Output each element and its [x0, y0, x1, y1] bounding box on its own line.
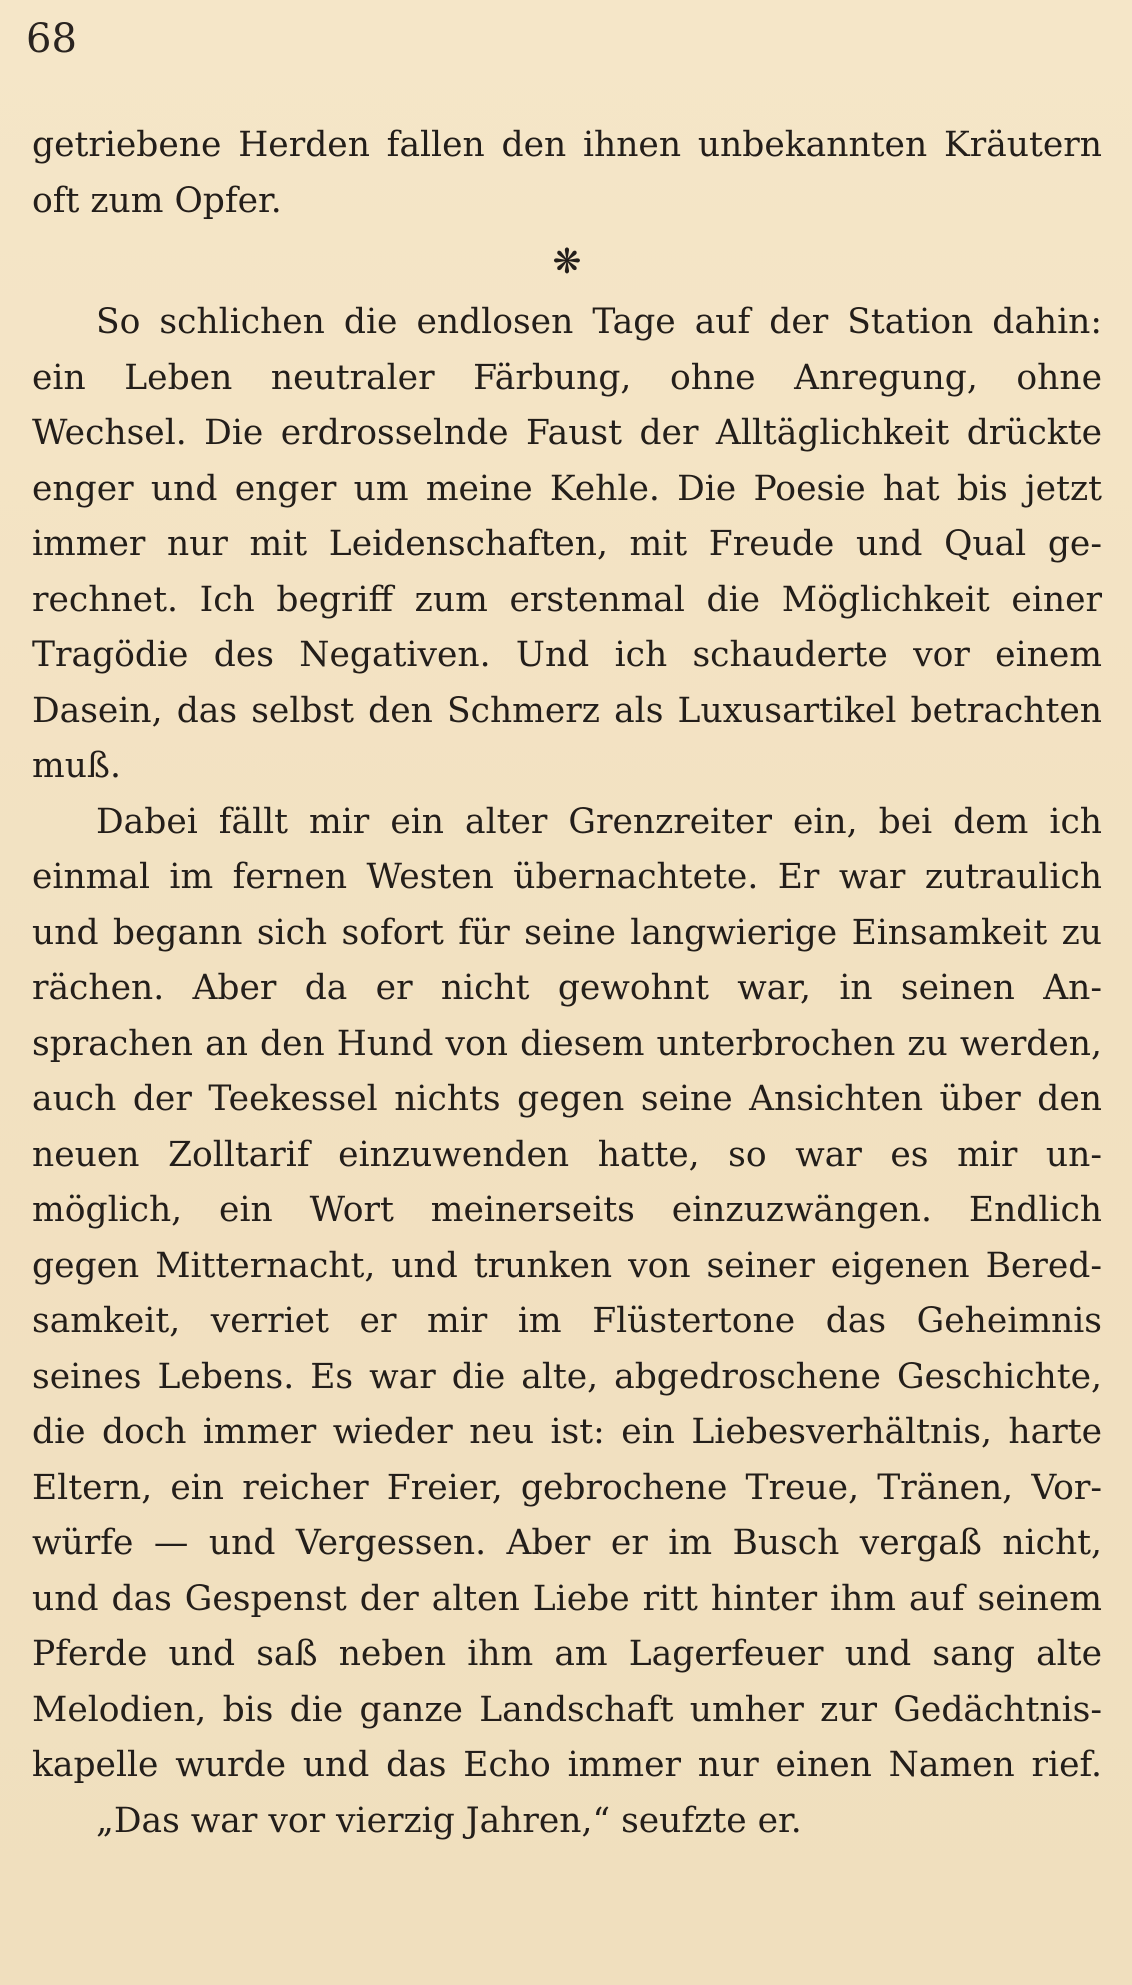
text-line: Pferde und saß neben ihm am Lagerfeuer und sang alte	[32, 1634, 1102, 1674]
text-line: und begann sich sofort für seine langwierige Einsamkeit zu	[32, 912, 1102, 953]
text-line: getriebene Herden fallen den ihnen unbekannten Kräutern	[32, 125, 1102, 165]
text-line: Dasein, das selbst den Schmerz als Luxusartikel betrachten	[32, 690, 1102, 731]
text-line: immer nur mit Leidenschaften, mit Freude und Qual ge-	[32, 524, 1102, 564]
text-line: enger und enger um meine Kehle. Die Poesie hat bis jetzt	[32, 468, 1102, 509]
text-line: die doch immer wieder neu ist: ein Liebesverhältnis, harte	[32, 1412, 1102, 1452]
text-line: samkeit, verriet er mir im Flüstertone das Geheimnis	[32, 1301, 1102, 1341]
text-line: rechnet. Ich begriff zum erstenmal die Möglichkeit einer	[32, 579, 1102, 620]
text-line: oft zum Opfer.	[32, 180, 282, 221]
text-line: Wechsel. Die erdrosselnde Faust der Alltäglichkeit drückte	[32, 413, 1102, 453]
body-text	[32, 118, 1102, 1849]
text-line: neuen Zolltarif einzuwenden hatte, so war es mir un-	[32, 1134, 1102, 1175]
text-line: kapelle wurde und das Echo immer nur einen Namen rief.	[32, 1745, 1102, 1785]
text-line: rächen. Aber da er nicht gewohnt war, in seinen An-	[32, 968, 1102, 1008]
text-line: und das Gespenst der alten Liebe ritt hinter ihm auf seinem	[32, 1578, 1102, 1619]
text-line: einmal im fernen Westen übernachtete. Er war zutraulich	[32, 857, 1102, 897]
text-line: Melodien, bis die ganze Landschaft umher zur Gedächtnis-	[32, 1689, 1102, 1730]
text-line: Dabei fällt mir ein alter Grenzreiter ein, bei dem ich	[96, 801, 1102, 842]
text-line: So schlichen die endlosen Tage auf der Station dahin:	[96, 302, 1102, 342]
page-number: 68	[26, 16, 77, 62]
text-line: möglich, ein Wort meinerseits einzuzwängen. Endlich	[32, 1190, 1102, 1230]
text-line: „Das war vor vierzig Jahren,“ seufzte er.	[96, 1800, 802, 1841]
text-line: auch der Teekessel nichts gegen seine Ansichten über den	[32, 1079, 1102, 1119]
text-line: ein Leben neutraler Färbung, ohne Anregung, ohne	[32, 357, 1102, 398]
text-line: sprachen an den Hund von diesem unterbrochen zu werden,	[32, 1023, 1102, 1064]
text-line: gegen Mitternacht, und trunken von seiner eigenen Bered-	[32, 1245, 1102, 1286]
text-line: Eltern, ein reicher Freier, gebrochene Treue, Tränen, Vor-	[32, 1467, 1102, 1508]
text-line: seines Lebens. Es war die alte, abgedroschene Geschichte,	[32, 1356, 1102, 1397]
text-line: würfe — und Vergessen. Aber er im Busch vergaß nicht,	[32, 1523, 1102, 1563]
section-separator: ❋	[552, 242, 582, 282]
text-line: Tragödie des Negativen. Und ich schauderte vor einem	[32, 635, 1102, 675]
text-line: muß.	[32, 746, 121, 786]
